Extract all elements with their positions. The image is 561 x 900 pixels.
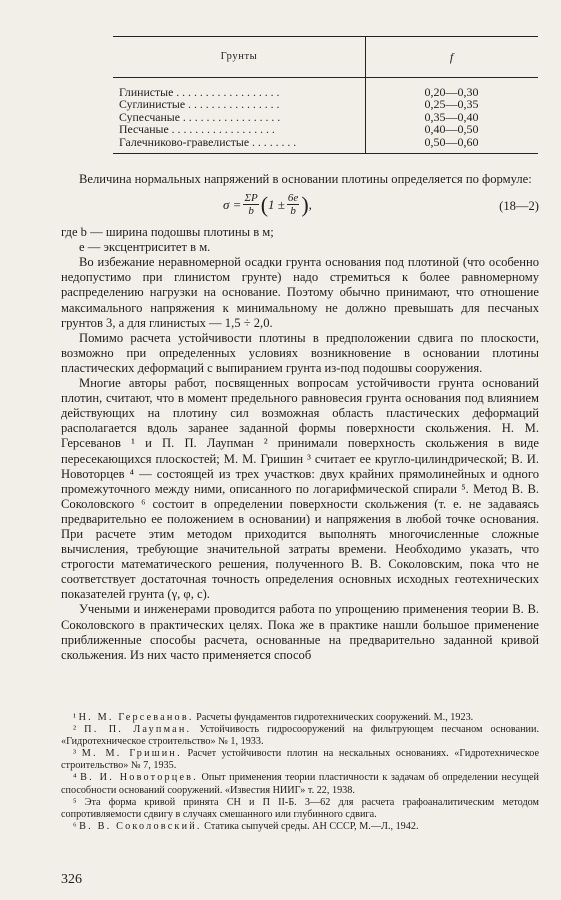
table-cell-soil: Суглинистые . . . . . . . . . . . . . . . .	[119, 98, 280, 111]
formula-close-paren: )	[301, 191, 309, 217]
footnote-mark: ¹	[73, 712, 77, 723]
footnote-mark: ⁴	[73, 772, 77, 784]
table-header-soils: Грунты	[220, 51, 258, 62]
formula-intro-paragraph: Величина нормальных напряжений в основании плотины определяется по формуле:	[79, 172, 532, 186]
footnote-mark: ⁵	[73, 796, 77, 808]
formula-num-1: ΣP	[244, 192, 258, 205]
table-cell-soil: Галечниково-гравелистые . . . . . . . .	[119, 135, 297, 148]
formula-fraction-2	[287, 192, 299, 217]
definition-b: где b — ширина подошвы плотины в м;	[61, 225, 274, 240]
table-cell-f: 0,25—0,35	[424, 98, 479, 111]
paragraph-simplified-methods: Учеными и инженерами проводится работа по упрощению применения теории В. В. Соколовского в практических целях. Пока же в практике нашли большое применение приближенные способы расчета, основанные на предварительно заданной кривой скольжения. Из них часто применяется способ	[61, 602, 539, 662]
table-soil-column	[119, 86, 359, 148]
formula-number: (18—2)	[499, 199, 539, 214]
footnote-author: В. И. Новоторцев.	[80, 772, 198, 784]
formula-num-2: 6e	[287, 192, 299, 205]
table-cell-f: 0,35—0,40	[424, 110, 479, 124]
footnote-author: П. П. Лаупман.	[84, 724, 192, 736]
footnote	[61, 821, 539, 833]
formula-18-2	[61, 189, 539, 225]
definition-e: e — эксцентриситет в м.	[79, 240, 211, 255]
footnote-author: В. В. Соколовский.	[79, 820, 202, 832]
formula-expression	[223, 192, 312, 217]
footnote-text: Опыт применения теории пластичности к задачам об определении несущей способности оснований сооружений. «Известия НИИГ» т. 22, 1938.	[61, 772, 539, 796]
footnotes	[61, 712, 539, 833]
table-cell-f: 0,20—0,30	[424, 86, 479, 99]
footnote-mark: ²	[73, 724, 77, 736]
footnote-mark: ⁶	[73, 820, 77, 832]
table-cell-soil: Песчаные . . . . . . . . . . . . . . . . . .	[119, 123, 275, 136]
table-cell-soil: Супесчаные . . . . . . . . . . . . . . . . .	[119, 110, 281, 124]
page-number: 326	[61, 872, 82, 887]
formula-definitions	[61, 225, 539, 255]
body-text	[61, 172, 539, 663]
formula-open-paren: (	[260, 191, 269, 217]
formula-den-1: b	[248, 205, 254, 218]
footnote	[61, 772, 539, 796]
paragraph-slip-surface: Многие авторы работ, посвященных вопросам устойчивости грунта оснований плотин, считают, что в момент предельного равновесия грунта основания под влиянием действующих на плотину сил возможная область пластических деформаций располагается вдоль заранее заданной формы поверхности скольжения. Н. М. Герсеванов ¹ и П. П. Лаупман ² принимали поверхность скольжения в виде пересекающихся плоскостей; М. М. Гришин ³ считает ее кругло-цилиндрической; В. И. Новоторцев ⁴ — состоящей из трех участков: двух крайних прямолинейных и одного промежуточного между ними, описанного по логарифмической спирали ⁵. Метод В. В. Соколовского ⁶ состоит в определении поверхности скольжения (т. е. не задаваясь предварительно ее положением в основании) и напряжения в любой точке основания. При расчете этим методом приходится выполнять многочисленные сложные вычисления, требующие значительной затраты времени. Необходимо указать, что строгости математического решения, полученного В. В. Соколовским, пока что не соответствует достаточная точность определения основных исходных геотехнических показателей грунта (γ, φ, c).	[61, 376, 539, 602]
formula-trailing-comma: ,	[308, 197, 312, 213]
paragraph-plastic-deformation: Помимо расчета устойчивости плотины в предположении сдвига по плоскости, возможно при определенных условиях возникновение в основании плотины пластических деформаций с выпиранием грунта из-под подошвы сооружения.	[61, 330, 539, 375]
footnote-mark: ³	[73, 748, 77, 760]
footnote-text: Устойчивость гидросооружений на фильтрующем песчаном основании. «Гидротехническое строительство» № 1, 1933.	[61, 724, 540, 748]
table-top-rule	[113, 36, 538, 37]
table-header-f: f	[449, 50, 454, 64]
table-bottom-rule	[113, 153, 538, 154]
formula-inner: 1 ±	[268, 197, 285, 213]
footnote-author: М. М. Гришин.	[81, 748, 182, 760]
footnote-author: Н. М. Герсеванов.	[78, 712, 194, 723]
footnote-text: Эта форма кривой принята СН и П II-Б. 3—62 для расчета графоаналитическим методом сопротивляемости сдвигу в случаях смешанного или глубинного сдвига.	[61, 796, 539, 820]
footnote-text: Статика сыпучей среды. АН СССР, М.—Л., 1942.	[201, 820, 419, 832]
footnote	[61, 712, 539, 724]
formula-lhs: σ =	[223, 197, 242, 213]
table-header-rule	[113, 77, 538, 78]
table-f-column	[365, 86, 538, 148]
footnote-text: Расчеты фундаментов гидротехнических сооружений. М., 1923.	[193, 712, 474, 723]
formula-den-2: b	[290, 205, 296, 218]
table-cell-f: 0,40—0,50	[424, 123, 479, 136]
paragraph-settlement: Во избежание неравномерной осадки грунта основания под плотиной (что особенно недопустимо при глинистом грунте) надо стремиться к более равномерному распределению нагрузки на основание. Поэтому обычно принимают, что отношение максимального напряжения к минимальному не должно превышать для песчаных грунтов 3, а для глинистых — 1,5 ÷ 2,0.	[61, 255, 539, 330]
footnote	[61, 797, 539, 821]
table-cell-soil: Глинистые . . . . . . . . . . . . . . . . . .	[119, 86, 280, 99]
table-cell-f: 0,50—0,60	[424, 135, 479, 148]
formula-fraction-1	[243, 192, 258, 217]
footnote-text: Расчет устойчивости плотин на нескальных основаниях. «Гидротехническое строительство» № 7, 1935.	[61, 748, 539, 772]
footnote	[61, 724, 539, 748]
footnote	[61, 748, 539, 772]
